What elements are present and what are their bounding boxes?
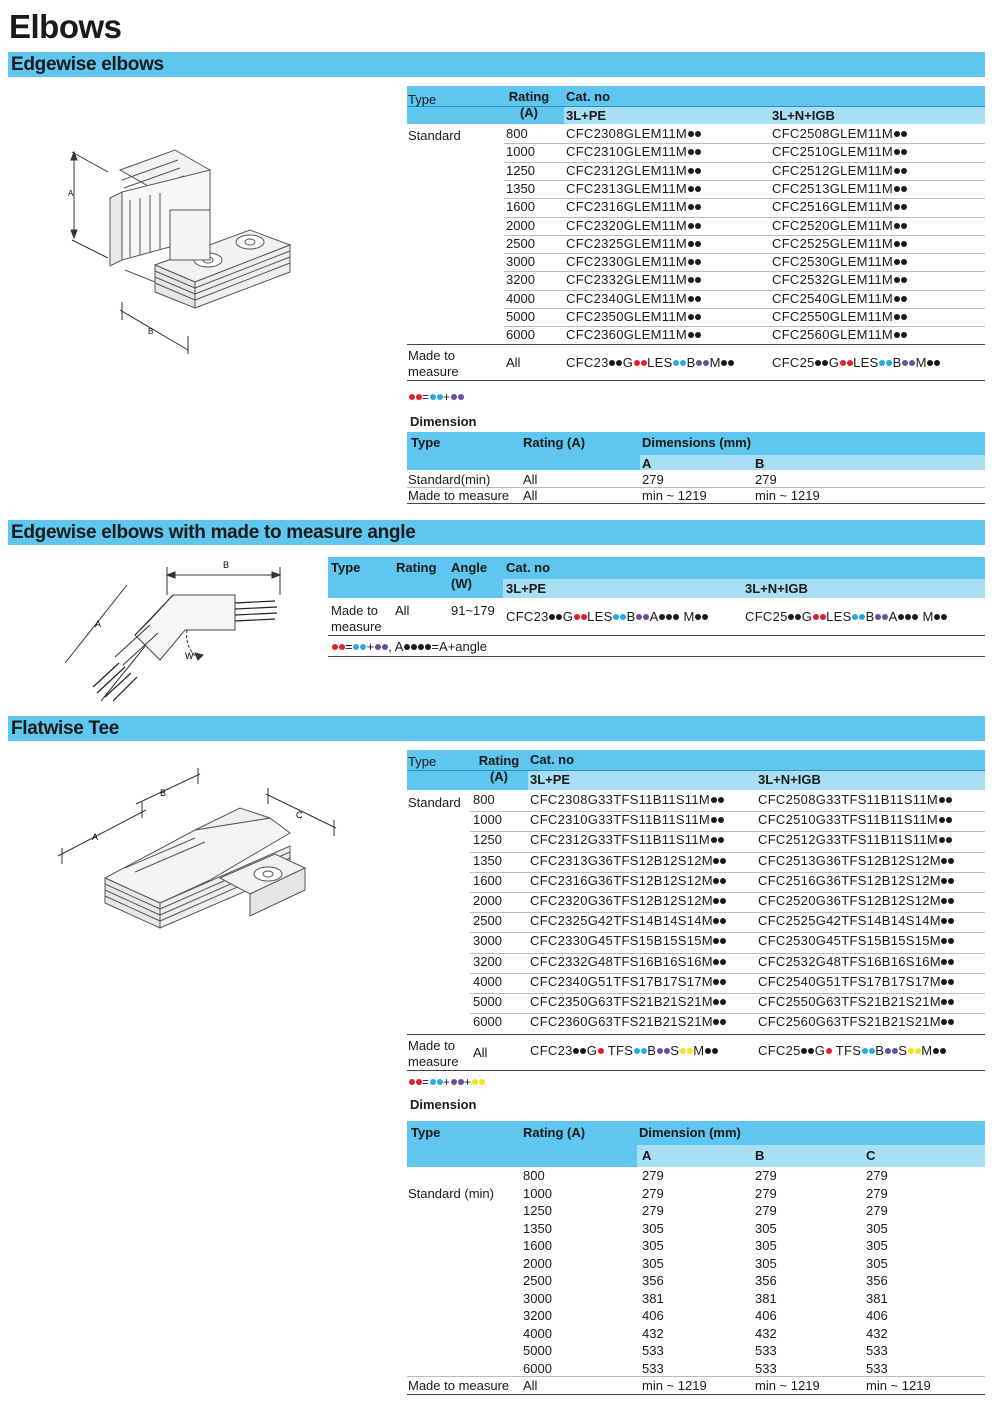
suffix-dots xyxy=(713,853,727,868)
suffix-dots xyxy=(710,832,724,847)
cat-no-3lpe-cell xyxy=(566,218,701,233)
cat-no-text: CFC2520GLEM11M xyxy=(772,217,894,233)
suffix-dots xyxy=(893,181,907,196)
col-header-type: Type xyxy=(408,92,437,107)
angle-elbow-drawing xyxy=(55,555,290,705)
suffix-dots xyxy=(938,792,952,807)
cat-no-3lpe-cell xyxy=(530,812,724,827)
dim-a-cell: 279 xyxy=(642,1185,664,1201)
type-made-to-measure: Made to measure xyxy=(331,603,382,634)
cat-no-3lpe-cell xyxy=(566,236,701,251)
dim-row-rating: All xyxy=(523,472,538,487)
cat-no-text: CFC2512G33TFS11B11S11M xyxy=(758,832,939,848)
angle-label-w: W xyxy=(185,651,194,661)
suffix-dots xyxy=(687,218,701,233)
dim-c-cell: 381 xyxy=(866,1290,888,1306)
flatwise-tee-drawing xyxy=(50,768,350,938)
cat-no-3lpe-cell xyxy=(566,181,701,196)
rating-cell: 1000 xyxy=(473,812,502,828)
dim-b-cell: 356 xyxy=(755,1273,777,1288)
angle-range: 91~179 xyxy=(451,603,495,618)
suffix-dots xyxy=(713,994,727,1009)
col-header-3lnigb: 3L+N+IGB xyxy=(758,772,821,787)
suffix-dots xyxy=(893,236,907,251)
cat-no-3lpe-cell xyxy=(530,893,727,908)
suffix-dots xyxy=(941,913,955,928)
dim-c-cell: 406 xyxy=(866,1308,888,1323)
cat-no-text: CFC2308G33TFS11B11S11M xyxy=(530,792,711,807)
type-made-to-measure: Made to measure xyxy=(408,1038,459,1069)
cat-no-text: CFC2510GLEM11M xyxy=(772,144,894,160)
suffix-dots xyxy=(941,853,955,868)
suffix-dots xyxy=(687,126,701,141)
cat-no-3lnigb-cell xyxy=(758,913,955,928)
section-title: Flatwise Tee xyxy=(11,718,119,739)
dim-b-cell: 279 xyxy=(755,1168,777,1183)
col-header-3lpe: 3L+PE xyxy=(530,772,571,787)
cat-no-text: CFC2332GLEM11M xyxy=(566,272,688,288)
rating-cell: 800 xyxy=(506,126,528,141)
cat-no-3lpe-cell xyxy=(530,974,727,989)
dim-b-cell: 279 xyxy=(755,1203,777,1218)
cat-no-text: CFC2340G51TFS17B17S17M xyxy=(530,973,713,989)
cat-no-3lnigb-cell xyxy=(772,309,907,324)
cat-no-3lpe-cell xyxy=(566,199,701,214)
col-header-b: B xyxy=(755,1148,765,1163)
cat-no-3lnigb-cell xyxy=(758,893,955,908)
rating-cell: 6000 xyxy=(473,1014,502,1030)
cat-no-text: CFC2516GLEM11M xyxy=(772,199,894,215)
section-title: Edgewise elbows with made to measure angle xyxy=(11,522,416,543)
rating-all: All xyxy=(395,603,410,618)
cat-no-text: CFC2525GLEM11M xyxy=(772,235,894,251)
suffix-dots xyxy=(687,254,701,269)
suffix-dots xyxy=(941,954,955,969)
dim-rating-cell: 4000 xyxy=(523,1325,552,1341)
dim-c-cell: 533 xyxy=(866,1343,888,1358)
cat-no-text: CFC2325GLEM11M xyxy=(566,235,688,251)
cat-no-3lpe-cell xyxy=(566,272,701,287)
dim-a-cell: 432 xyxy=(642,1325,664,1341)
cat-no-text: CFC2513GLEM11M xyxy=(772,180,894,196)
cat-no-text: CFC2320G36TFS12B12S12M xyxy=(530,893,713,908)
suffix-dots xyxy=(893,272,907,287)
rating-cell: 3000 xyxy=(506,254,535,270)
rating-cell: 2000 xyxy=(473,893,502,908)
cat-no-text: CFC2340GLEM11M xyxy=(566,290,688,306)
rating-cell: 1350 xyxy=(473,852,502,868)
code-legend: = + + xyxy=(408,1075,485,1089)
col-header-angle: Angle (W) xyxy=(451,560,488,591)
dim-a-cell: 406 xyxy=(642,1308,664,1323)
cat-no-3lpe-cell xyxy=(530,873,727,888)
dim-rating-cell: 1000 xyxy=(523,1185,552,1201)
dim-c-cell: 305 xyxy=(866,1238,888,1253)
dim-rating-cell: 6000 xyxy=(523,1360,552,1376)
page-title: Elbows xyxy=(9,8,122,45)
cat-no-3lpe-cell xyxy=(530,954,727,969)
col-header-cat-no: Cat. no xyxy=(530,752,575,767)
col-header-rating: Rating (A) xyxy=(523,435,586,450)
dim-c-cell: 279 xyxy=(866,1185,888,1201)
cat-no-text: CFC2512GLEM11M xyxy=(772,162,894,178)
rating-cell: 6000 xyxy=(506,327,535,343)
dim-rating-cell: 3200 xyxy=(523,1308,552,1323)
rating-cell: 1600 xyxy=(473,872,502,888)
rating-cell: 1000 xyxy=(506,144,535,160)
col-header-rating: Rating (A) xyxy=(508,89,550,120)
cat-no-3lpe-cell xyxy=(530,994,727,1009)
dim-a-cell: 305 xyxy=(642,1220,664,1236)
cat-no-3lnigb-cell xyxy=(758,954,955,969)
cat-no-3lnigb-cell xyxy=(772,291,907,306)
suffix-dots xyxy=(687,199,701,214)
rating-cell: 5000 xyxy=(473,994,502,1009)
suffix-dots xyxy=(710,792,724,807)
cat-no-3lnigb-cell xyxy=(758,832,952,847)
dimension-label: Dimension xyxy=(410,414,477,429)
col-header-c: C xyxy=(866,1148,876,1163)
dim-c-cell: 356 xyxy=(866,1273,888,1288)
dim-c-cell: 432 xyxy=(866,1325,888,1341)
suffix-dots xyxy=(941,873,955,888)
suffix-dots xyxy=(893,309,907,324)
cat-no-3lpe-cell xyxy=(566,327,701,342)
suffix-dots xyxy=(893,291,907,306)
cat-no-3lpe-cell xyxy=(566,163,701,178)
dim-b-cell: 305 xyxy=(755,1220,777,1236)
col-header-type: Type xyxy=(411,435,441,450)
type-made-to-measure: Made to measure xyxy=(408,348,459,379)
cat-no-3lpe-cell xyxy=(566,126,701,141)
rating-cell: 1250 xyxy=(473,832,502,848)
suffix-dots xyxy=(713,1014,727,1029)
rating-cell: 1600 xyxy=(506,199,535,215)
suffix-dots xyxy=(687,291,701,306)
dim-a-cell: 533 xyxy=(642,1343,664,1358)
dim-c-cell: 279 xyxy=(866,1203,888,1218)
dim-rating-cell: 1350 xyxy=(523,1220,552,1236)
section-bar-flatwise-tee xyxy=(8,716,985,741)
cat-no-text: CFC2540GLEM11M xyxy=(772,290,894,306)
suffix-dots xyxy=(713,913,727,928)
dim-b-cell: 533 xyxy=(755,1343,777,1358)
cat-no-3lpe-cell xyxy=(530,832,724,847)
dim-row-type: Made to measure xyxy=(408,488,510,503)
cat-no-3lnigb-cell xyxy=(772,236,907,251)
section-bar-edgewise-elbows xyxy=(8,52,985,77)
cat-no-text: CFC2310G33TFS11B11S11M xyxy=(530,812,711,828)
cat-no-text: CFC2513G36TFS12B12S12M xyxy=(758,852,941,868)
dim-b-cell: 432 xyxy=(755,1325,777,1341)
suffix-dots xyxy=(687,163,701,178)
dim-row-type: Standard(min) xyxy=(408,472,491,487)
rating-cell: 2000 xyxy=(506,217,535,233)
dimension-label-a: A xyxy=(95,619,102,629)
cat-no-text: CFC2360G63TFS21B21S21M xyxy=(530,1014,713,1030)
rating-all: All xyxy=(506,355,521,370)
col-header-type: Type xyxy=(411,1125,441,1140)
cat-no-text: CFC2516G36TFS12B12S12M xyxy=(758,872,941,888)
suffix-dots xyxy=(941,994,955,1009)
rating-cell: 1250 xyxy=(506,162,535,178)
cat-no-3lpe-cell xyxy=(566,291,701,306)
type-standard: Standard xyxy=(408,795,461,810)
dim-b-cell: 533 xyxy=(755,1360,777,1376)
dim-row-b: 279 xyxy=(755,472,777,487)
cat-no-text: CFC2550G63TFS21B21S21M xyxy=(758,994,941,1009)
suffix-dots xyxy=(713,954,727,969)
cat-no-made-to-measure-3lnigb: CFC25 G TFS B S M xyxy=(758,1043,946,1058)
dimension-label-c: C xyxy=(296,810,303,820)
suffix-dots xyxy=(713,893,727,908)
dimension-label-b: B xyxy=(223,560,230,570)
cat-no-3lnigb-cell xyxy=(772,327,907,342)
col-header-rating: Rating (A) xyxy=(523,1125,586,1140)
cat-no-3lnigb-cell xyxy=(758,1014,955,1029)
cat-no-3lnigb: CFC25 G LES B A M xyxy=(745,609,948,624)
cat-no-text: CFC2560G63TFS21B21S21M xyxy=(758,1014,941,1030)
section-bar-made-to-measure-angle xyxy=(8,520,985,545)
rating-cell: 3200 xyxy=(506,272,535,288)
cat-no-3lpe-cell xyxy=(566,254,701,269)
cat-no-3lpe-cell xyxy=(530,1014,727,1029)
cat-no-text: CFC2313G36TFS12B12S12M xyxy=(530,852,713,868)
dim-b-cell: 305 xyxy=(755,1238,777,1253)
suffix-dots xyxy=(713,873,727,888)
dim-b-cell: 381 xyxy=(755,1290,777,1306)
rating-cell: 5000 xyxy=(506,309,535,324)
suffix-dots xyxy=(687,236,701,251)
dim-rating-cell: 2000 xyxy=(523,1255,552,1271)
rating-all: All xyxy=(473,1045,488,1060)
cat-no-3lnigb-cell xyxy=(772,181,907,196)
dim-a-cell: 279 xyxy=(642,1168,664,1183)
dim-row-a: min ~ 1219 xyxy=(642,488,707,503)
cat-no-3lpe-cell xyxy=(530,853,727,868)
dim-b-cell: 406 xyxy=(755,1308,777,1323)
col-header-3lnigb: 3L+N+IGB xyxy=(772,108,835,123)
cat-no-text: CFC2310GLEM11M xyxy=(566,144,688,160)
cat-no-text: CFC2550GLEM11M xyxy=(772,309,894,324)
dimension-label-a: A xyxy=(92,832,99,842)
suffix-dots xyxy=(713,933,727,948)
rating-cell: 4000 xyxy=(473,973,502,989)
dim-c-cell: 305 xyxy=(866,1255,888,1271)
dim-rating-cell: 5000 xyxy=(523,1343,552,1358)
col-header-rating: Rating (A) xyxy=(478,753,520,784)
suffix-dots xyxy=(893,144,907,159)
cat-no-3lnigb-cell xyxy=(758,933,955,948)
col-header-rating: Rating xyxy=(396,560,437,575)
dim-a: min ~ 1219 xyxy=(642,1378,707,1393)
cat-no-3lnigb-cell xyxy=(758,853,955,868)
cat-no-text: CFC2350GLEM11M xyxy=(566,309,688,324)
suffix-dots xyxy=(713,974,727,989)
code-legend: = + xyxy=(408,390,464,404)
suffix-dots xyxy=(893,126,907,141)
dim-a-cell: 305 xyxy=(642,1238,664,1253)
code-legend: = + , A =A+angle xyxy=(331,639,487,654)
cat-no-3lnigb-cell xyxy=(772,254,907,269)
cat-no-text: CFC2316GLEM11M xyxy=(566,199,688,215)
cat-no-text: CFC2330G45TFS15B15S15M xyxy=(530,933,713,949)
dim-a-cell: 381 xyxy=(642,1290,664,1306)
cat-no-text: CFC2532G48TFS16B16S16M xyxy=(758,953,941,969)
cat-no-text: CFC2360GLEM11M xyxy=(566,327,688,343)
cat-no-text: CFC2540G51TFS17B17S17M xyxy=(758,973,941,989)
col-header-3lnigb: 3L+N+IGB xyxy=(745,581,808,596)
rating-all: All xyxy=(523,1378,538,1393)
cat-no-3lnigb-cell xyxy=(772,218,907,233)
cat-no-text: CFC2530G45TFS15B15S15M xyxy=(758,933,941,949)
cat-no-3lnigb-cell xyxy=(758,974,955,989)
suffix-dots xyxy=(941,893,955,908)
type-made-to-measure: Made to measure xyxy=(408,1378,510,1393)
cat-no-3lnigb-cell xyxy=(758,812,952,827)
cat-no-text: CFC2325G42TFS14B14S14M xyxy=(530,913,713,929)
dim-c: min ~ 1219 xyxy=(866,1378,931,1393)
cat-no-3lnigb-cell xyxy=(772,272,907,287)
col-header-a: A xyxy=(642,1148,652,1163)
suffix-dots xyxy=(687,309,701,324)
col-header-cat-no: Cat. no xyxy=(566,89,611,104)
cat-no-text: CFC2520G36TFS12B12S12M xyxy=(758,893,941,908)
dim-b: min ~ 1219 xyxy=(755,1378,820,1393)
suffix-dots xyxy=(938,832,952,847)
dim-row-rating: All xyxy=(523,488,538,503)
cat-no-3lpe-cell xyxy=(530,792,724,807)
cat-no-text: CFC2332G48TFS16B16S16M xyxy=(530,953,713,969)
col-header-type: Type xyxy=(331,560,361,575)
dim-b-cell: 279 xyxy=(755,1185,777,1201)
cat-no-text: CFC2320GLEM11M xyxy=(566,217,688,233)
edgewise-elbow-drawing xyxy=(60,140,320,360)
dimension-label-a: A xyxy=(68,189,74,198)
dim-row-b: min ~ 1219 xyxy=(755,488,820,503)
col-header-3lpe: 3L+PE xyxy=(506,581,547,596)
type-standard-min: Standard (min) xyxy=(408,1186,494,1201)
cat-no-3lnigb-cell xyxy=(758,994,955,1009)
rating-cell: 2500 xyxy=(506,235,535,251)
dim-rating-cell: 800 xyxy=(523,1168,545,1183)
suffix-dots xyxy=(893,199,907,214)
cat-no-3lpe-cell xyxy=(530,913,727,928)
suffix-dots xyxy=(941,933,955,948)
col-header-dimensions: Dimensions (mm) xyxy=(642,435,752,450)
cat-no-3lpe-cell xyxy=(530,933,727,948)
rating-cell: 4000 xyxy=(506,290,535,306)
suffix-dots xyxy=(893,218,907,233)
cat-no-3lpe: CFC23 G LES B A M xyxy=(506,609,709,624)
col-header-3lpe: 3L+PE xyxy=(566,108,607,123)
dim-rating-cell: 1250 xyxy=(523,1203,552,1218)
col-header-type: Type xyxy=(408,754,437,769)
dim-rating-cell: 3000 xyxy=(523,1290,552,1306)
cat-no-text: CFC2316G36TFS12B12S12M xyxy=(530,872,713,888)
dimension-label: Dimension xyxy=(410,1097,477,1112)
suffix-dots xyxy=(893,327,907,342)
cat-no-text: CFC2350G63TFS21B21S21M xyxy=(530,994,713,1009)
cat-no-made-to-measure-3lpe: CFC23 G TFS B S M xyxy=(530,1043,718,1058)
suffix-dots xyxy=(893,254,907,269)
cat-no-3lnigb-cell xyxy=(758,792,952,807)
cat-no-text: CFC2312G33TFS11B11S11M xyxy=(530,832,711,848)
suffix-dots xyxy=(710,812,724,827)
dim-a-cell: 533 xyxy=(642,1360,664,1376)
cat-no-text: CFC2312GLEM11M xyxy=(566,162,688,178)
cat-no-3lpe-cell xyxy=(566,144,701,159)
cat-no-3lnigb-cell xyxy=(758,873,955,888)
cat-no-text: CFC2308GLEM11M xyxy=(566,126,688,141)
suffix-dots xyxy=(893,163,907,178)
suffix-dots xyxy=(687,272,701,287)
dimension-label-b: B xyxy=(148,327,154,336)
dim-a-cell: 279 xyxy=(642,1203,664,1218)
cat-no-text: CFC2313GLEM11M xyxy=(566,180,688,196)
rating-cell: 3000 xyxy=(473,933,502,949)
col-header-dimensions: Dimension (mm) xyxy=(639,1125,741,1140)
suffix-dots xyxy=(687,181,701,196)
suffix-dots xyxy=(941,1014,955,1029)
suffix-dots xyxy=(938,812,952,827)
cat-no-text: CFC2508G33TFS11B11S11M xyxy=(758,792,939,807)
cat-no-text: CFC2532GLEM11M xyxy=(772,272,894,288)
rating-cell: 800 xyxy=(473,792,495,807)
cat-no-text: CFC2525G42TFS14B14S14M xyxy=(758,913,941,929)
cat-no-3lnigb-cell xyxy=(772,199,907,214)
col-header-a: A xyxy=(642,456,652,471)
suffix-dots xyxy=(687,144,701,159)
cat-no-made-to-measure-3lpe: CFC23 G LES B M xyxy=(566,355,735,370)
section-title: Edgewise elbows xyxy=(11,54,164,75)
dim-row-a: 279 xyxy=(642,472,664,487)
cat-no-text: CFC2530GLEM11M xyxy=(772,254,894,270)
rating-cell: 3200 xyxy=(473,953,502,969)
suffix-dots xyxy=(941,974,955,989)
cat-no-text: CFC2330GLEM11M xyxy=(566,254,688,270)
cat-no-made-to-measure-3lnigb: CFC25 G LES B M xyxy=(772,355,941,370)
dimension-label-b: B xyxy=(160,788,167,798)
cat-no-3lpe-cell xyxy=(566,309,701,324)
dim-a-cell: 356 xyxy=(642,1273,664,1288)
rating-cell: 1350 xyxy=(506,180,535,196)
dim-rating-cell: 1600 xyxy=(523,1238,552,1253)
cat-no-3lnigb-cell xyxy=(772,144,907,159)
cat-no-text: CFC2510G33TFS11B11S11M xyxy=(758,812,939,828)
rating-cell: 2500 xyxy=(473,913,502,929)
cat-no-3lnigb-cell xyxy=(772,126,907,141)
dim-rating-cell: 2500 xyxy=(523,1273,552,1288)
dim-c-cell: 305 xyxy=(866,1220,888,1236)
dim-c-cell: 279 xyxy=(866,1168,888,1183)
dim-a-cell: 305 xyxy=(642,1255,664,1271)
dim-b-cell: 305 xyxy=(755,1255,777,1271)
cat-no-3lnigb-cell xyxy=(772,163,907,178)
suffix-dots xyxy=(687,327,701,342)
col-header-cat-no: Cat. no xyxy=(506,560,551,575)
type-standard: Standard xyxy=(408,128,461,143)
cat-no-text: CFC2508GLEM11M xyxy=(772,126,894,141)
cat-no-text: CFC2560GLEM11M xyxy=(772,327,894,343)
col-header-b: B xyxy=(755,456,765,471)
dim-c-cell: 533 xyxy=(866,1360,888,1376)
